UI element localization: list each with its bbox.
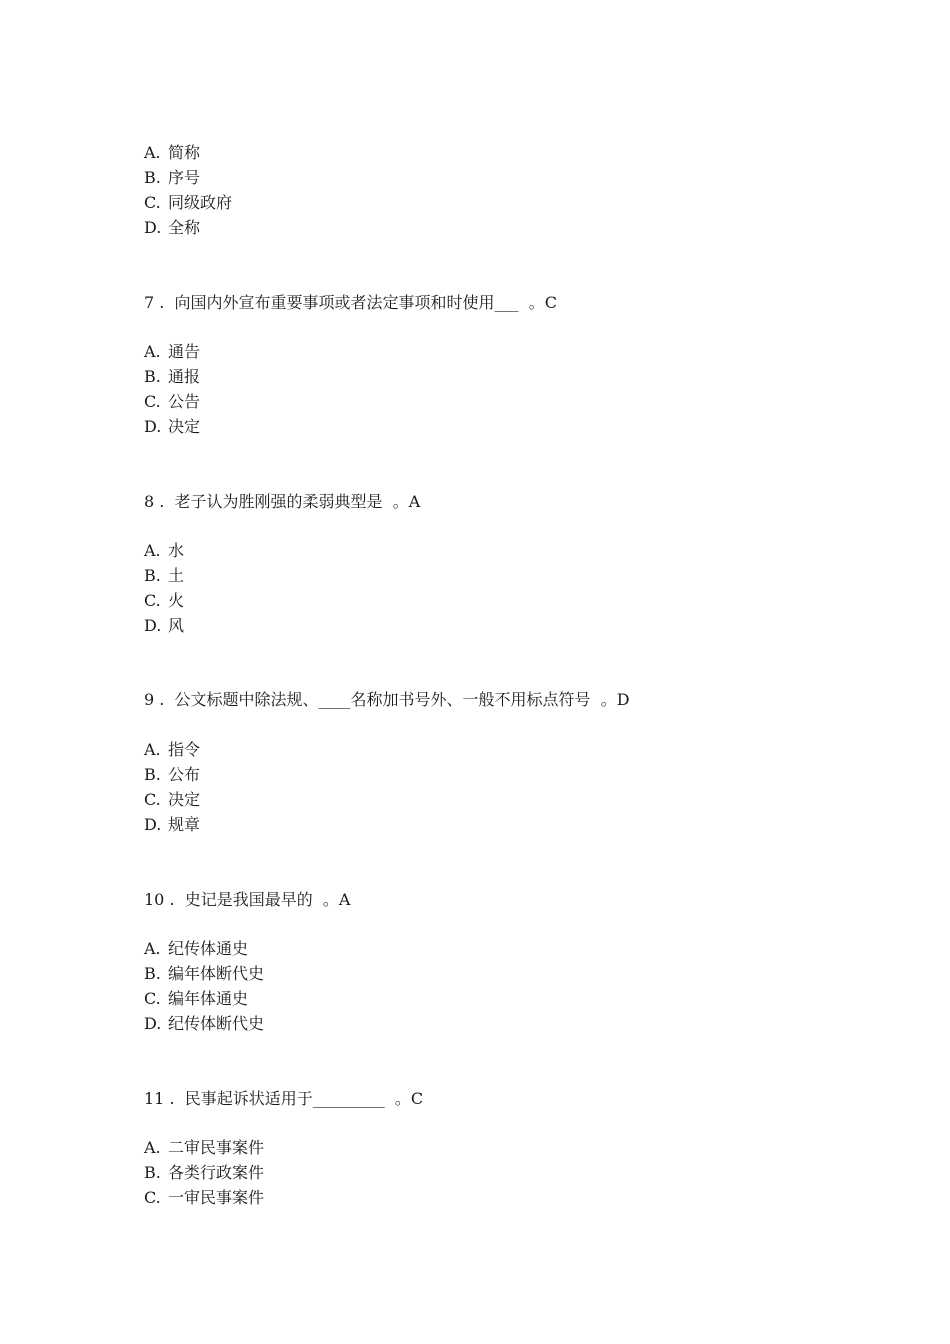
option-a: A. 通告 xyxy=(144,342,201,361)
option-c: C. 编年体通史 xyxy=(144,989,249,1008)
question-8: 8 . 老子认为胜刚强的柔弱典型是 。A xyxy=(144,492,421,511)
option-d: D. 纪传体断代史 xyxy=(144,1014,265,1033)
option-a: A. 纪传体通史 xyxy=(144,939,249,958)
option-b: B. 序号 xyxy=(144,168,201,187)
option-c: C. 火 xyxy=(144,591,185,610)
option-b: B. 公布 xyxy=(144,765,201,784)
option-c: C. 公告 xyxy=(144,392,201,411)
option-b: B. 各类行政案件 xyxy=(144,1163,265,1182)
option-d: D. 全称 xyxy=(144,218,201,237)
option-d: D. 风 xyxy=(144,616,185,635)
option-b: B. 土 xyxy=(144,566,185,585)
option-a: A. 简称 xyxy=(144,143,201,162)
option-a: A. 指令 xyxy=(144,740,201,759)
question-7: 7 . 向国内外宣布重要事项或者法定事项和时使用___ 。C xyxy=(144,293,557,312)
option-d: D. 规章 xyxy=(144,815,201,834)
question-9: 9 . 公文标题中除法规、____名称加书号外、一般不用标点符号 。D xyxy=(144,690,630,709)
option-c: C. 决定 xyxy=(144,790,201,809)
option-a: A. 水 xyxy=(144,541,185,560)
option-c: C. 一审民事案件 xyxy=(144,1188,265,1207)
option-b: B. 编年体断代史 xyxy=(144,964,265,983)
option-a: A. 二审民事案件 xyxy=(144,1138,265,1157)
option-b: B. 通报 xyxy=(144,367,201,386)
question-10: 10 . 史记是我国最早的 。A xyxy=(144,890,351,909)
option-c: C. 同级政府 xyxy=(144,193,233,212)
option-d: D. 决定 xyxy=(144,417,201,436)
question-11: 11 . 民事起诉状适用于_________ 。C xyxy=(144,1089,424,1108)
